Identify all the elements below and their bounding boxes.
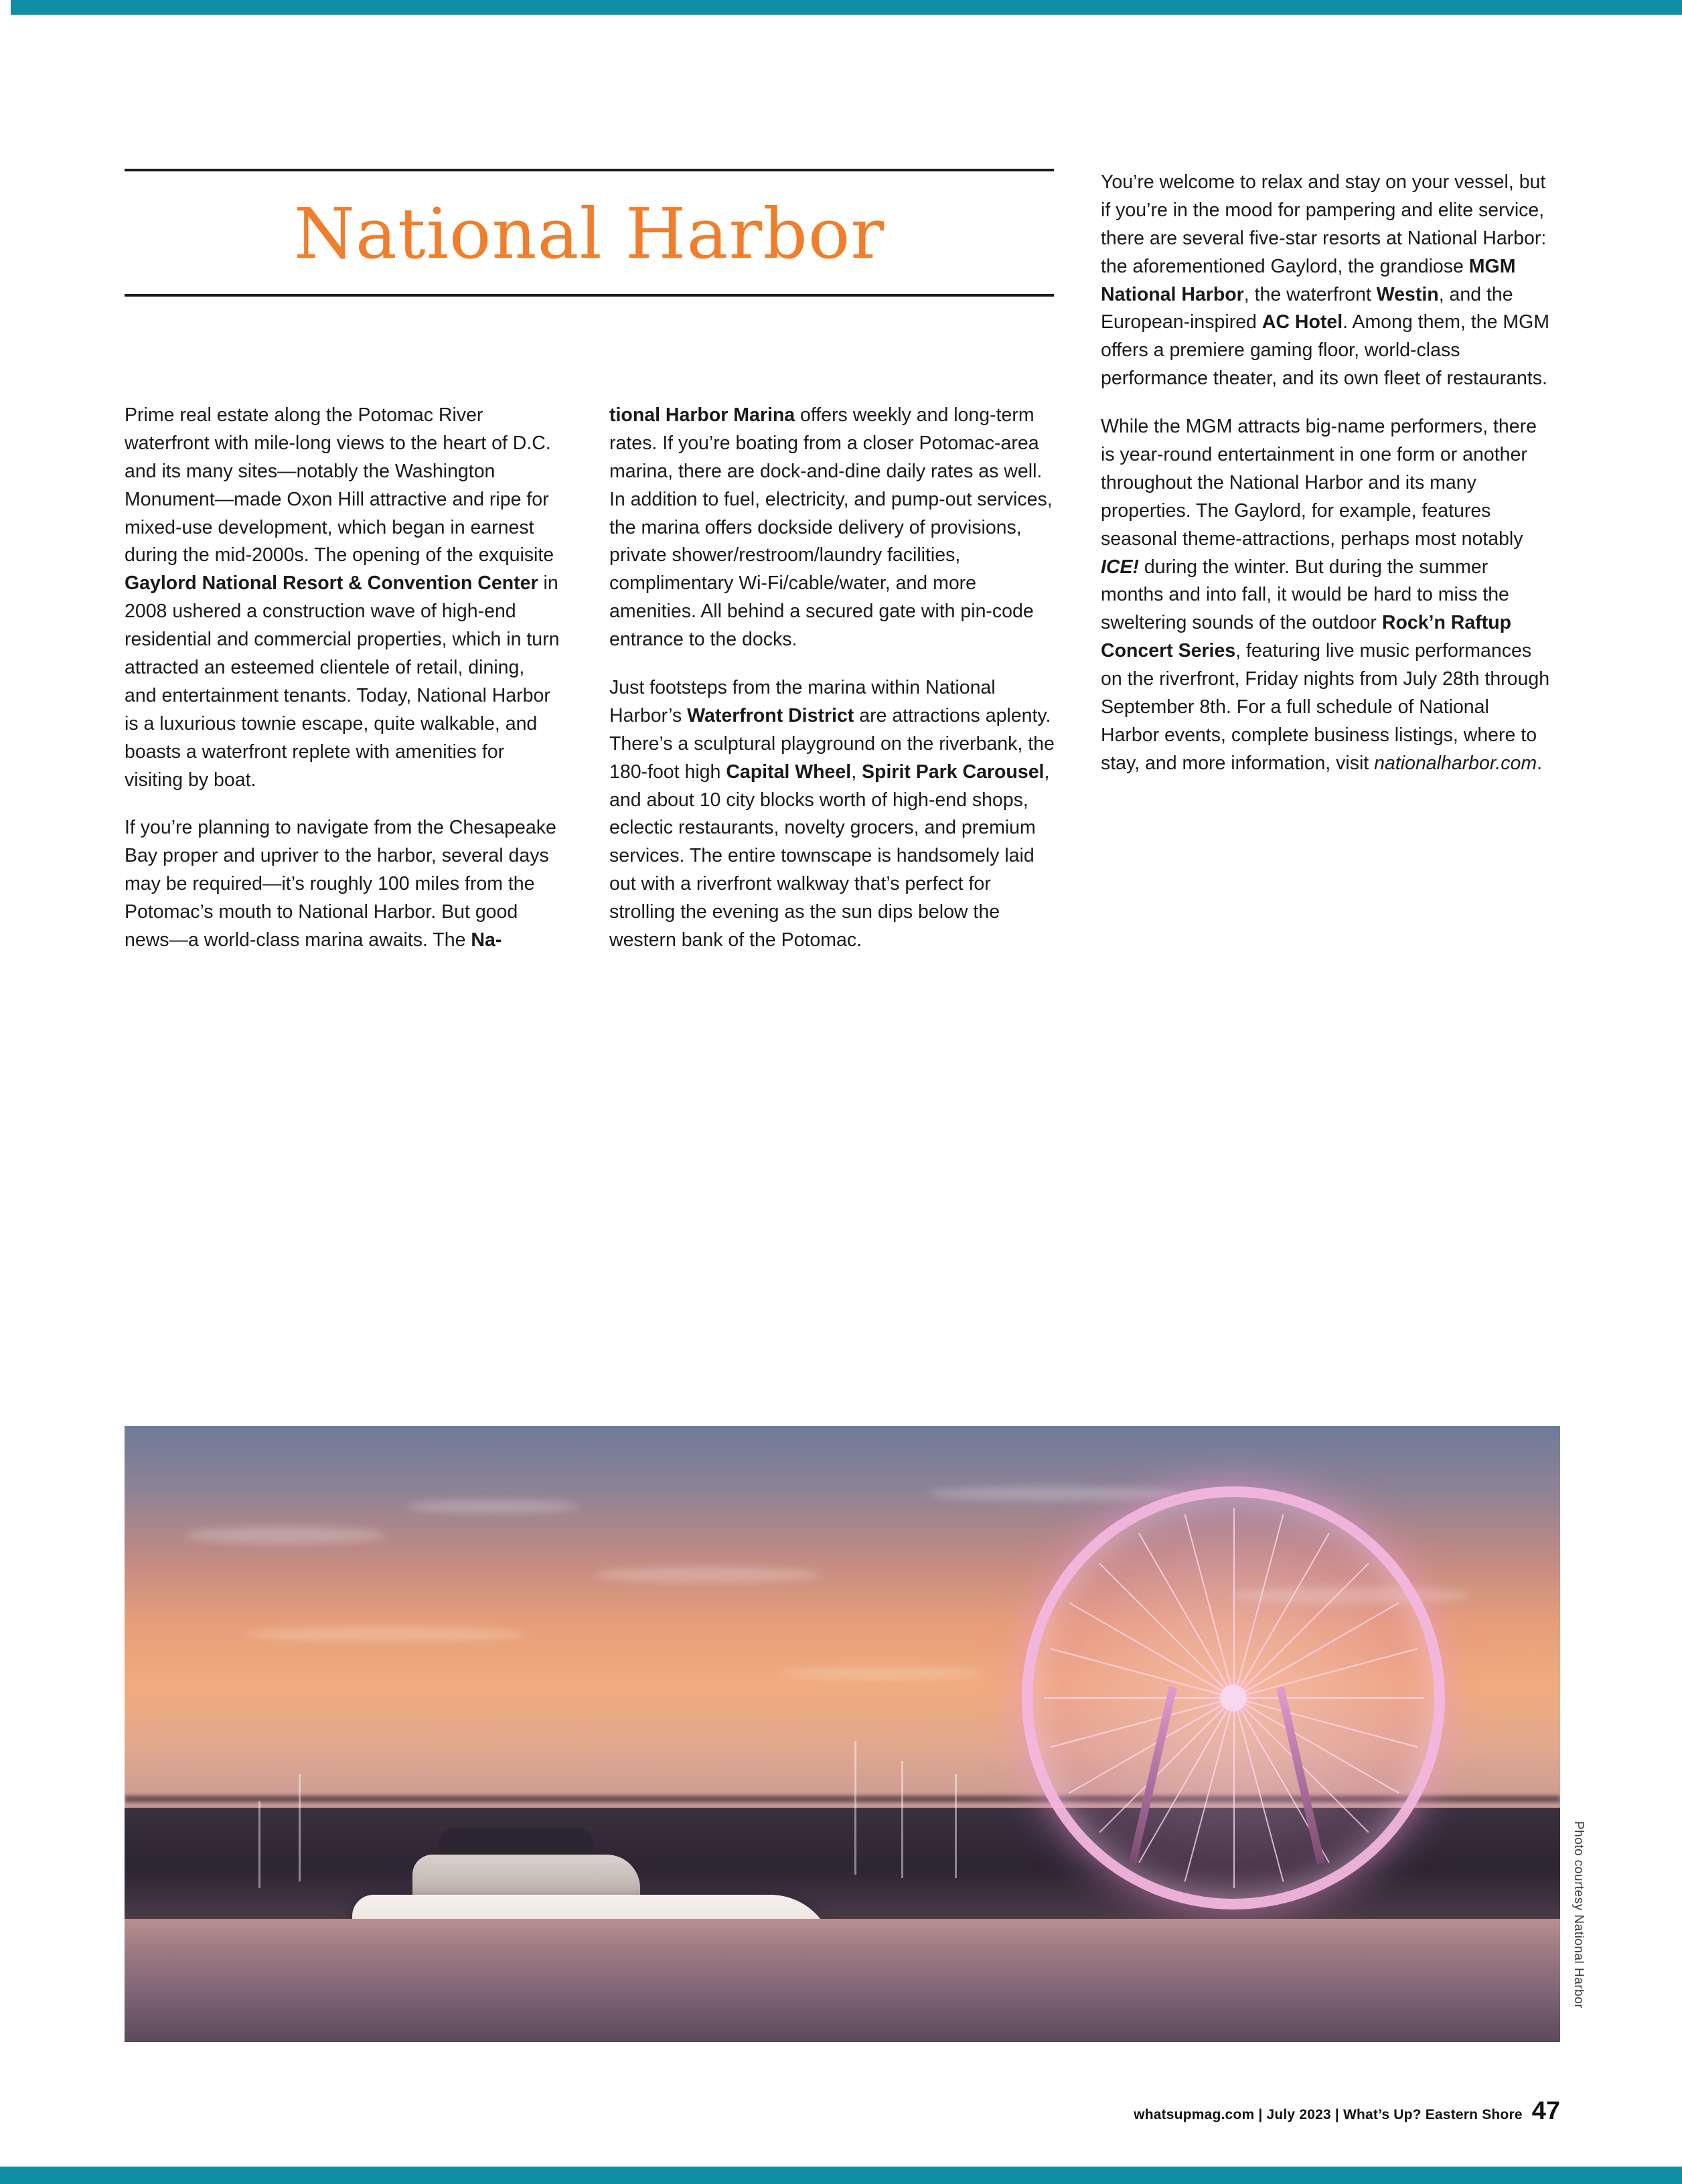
- paragraph: [609, 402, 1059, 654]
- photo-water: [125, 1919, 1560, 2042]
- text-run: If you’re planning to navigate from the Chesapeake Bay proper and upriver to the harbor, several days may be required—it’s roughly 100 miles from the Potomac’s mouth to National Harbor. But good news—a world-class marina awaits. The: [125, 817, 556, 951]
- sailboat-mast: [955, 1774, 957, 1878]
- text-run-bold: Rock’n Raftup Concert Series: [1101, 612, 1512, 662]
- sailboat-mast: [299, 1774, 301, 1881]
- text-run-bold: Westin: [1376, 283, 1439, 305]
- page-title: National Harbor: [293, 193, 885, 275]
- wheel-hub: [1220, 1685, 1247, 1711]
- text-run: You’re welcome to relax and stay on your vessel, but if you’re in the mood for pampering and elite service, there are several five-star resorts at National Harbor: the aforementioned Gaylord, the grandiose: [1101, 171, 1547, 277]
- text-run: , and about 10 city blocks worth of high-end shops, eclectic restaurants, novelty grocers, and premium services. The entire townscape is handsomely laid out with a riverfront walkway that’s perfect for strolling the evening as the sun dips below the western bank of the Potomac.: [609, 761, 1050, 951]
- cloud: [781, 1667, 982, 1679]
- cloud: [245, 1627, 526, 1642]
- text-run: in 2008 ushered a construction wave of high-end residential and commercial properties, which in turn attracted an esteemed clientele of retail, dining, and entertainment tenants. Today, National Harbor is a luxurious townie escape, quite walkable, and boasts a waterfront replete with amenities for visiting by boat.: [125, 572, 560, 791]
- text-run: , the waterfront: [1243, 283, 1377, 305]
- body-column-2: [609, 402, 1059, 955]
- sailboat-mast: [258, 1801, 260, 1888]
- text-run: Prime real estate along the Potomac River waterfront with mile-long views to the heart of D.C. and its many sites—notably the Washington Monument—made Oxon Hill attractive and ripe for mixed-use development, which began in earnest during the mid-2000s. The opening of the exquisite: [125, 404, 554, 566]
- website-link[interactable]: nationalharbor.com: [1374, 752, 1537, 774]
- text-run-bold: AC Hotel: [1262, 311, 1343, 333]
- page-footer: [125, 2097, 1560, 2126]
- text-run: Just footsteps from the marina within National Harbor’s: [609, 677, 996, 726]
- paragraph: [125, 814, 560, 954]
- body-column-3: [1101, 169, 1551, 778]
- sailboat-mast: [901, 1761, 903, 1878]
- text-run-bold: Capital Wheel: [726, 761, 852, 783]
- paragraph: [1101, 169, 1551, 393]
- hero-photo: [125, 1426, 1560, 2042]
- text-run: . Among them, the MGM offers a premiere gaming floor, world-class performance theater, and its own fleet of restaurants.: [1101, 311, 1550, 390]
- page-number: 47: [1531, 2097, 1560, 2125]
- text-run: ,: [851, 761, 862, 783]
- cloud: [593, 1567, 821, 1583]
- footer-text: whatsupmag.com | July 2023 | What’s Up? Eastern Shore: [1134, 2107, 1523, 2122]
- top-accent-bar: [0, 0, 1682, 15]
- paragraph: [125, 402, 560, 794]
- paragraph: [609, 674, 1059, 955]
- text-run-bold-italic: ICE!: [1101, 556, 1139, 578]
- body-column-1: [125, 402, 560, 955]
- text-run: While the MGM attracts big-name performers, there is year-round entertainment in one form or another throughout the National Harbor and its many properties. The Gaylord, for example, features seasonal theme-attractions, perhaps most notably: [1101, 416, 1537, 550]
- text-run-bold: Gaylord National Resort & Convention Center: [125, 572, 538, 595]
- cloud: [185, 1527, 386, 1544]
- text-run-bold: Waterfront District: [687, 704, 854, 726]
- text-run: , featuring live music performances on the riverfront, Friday nights from July 28th through September 8th. For a full schedule of National Harbor events, complete business listings, where to stay, and more information, visit: [1101, 640, 1550, 774]
- text-run: during the winter. But during the summer months and into fall, it would be hard to miss the sweltering sounds of the outdoor: [1101, 556, 1509, 634]
- title-rule-bottom: [125, 294, 1054, 297]
- bottom-accent-bar: [0, 2167, 1682, 2184]
- text-run-bold: Na-: [471, 929, 502, 951]
- text-run-bold: Spirit Park Carousel: [862, 761, 1045, 783]
- text-run: offers weekly and long-term rates. If you’re boating from a closer Potomac-area marina, there are dock-and-dine daily rates as well. In addition to fuel, electricity, and pump-out services, the marina offers dockside delivery of provisions, private shower/restroom/laundry facilities, complimentary Wi-Fi/cable/water, and more amenities. All behind a secured gate with pin-code entrance to the docks.: [609, 404, 1053, 651]
- left-margin-strip: [0, 0, 11, 2184]
- photo-credit: Photo courtesy National Harbor: [1572, 1821, 1586, 2009]
- capital-wheel-graphic: [1022, 1486, 1445, 1909]
- text-run: , and the European-inspired: [1101, 283, 1513, 333]
- text-run-bold: tional Harbor Marina: [609, 404, 795, 426]
- text-run: .: [1537, 752, 1542, 774]
- cloud: [928, 1486, 1182, 1501]
- title-block: [125, 169, 1054, 297]
- paragraph: [1101, 413, 1551, 778]
- text-run: are attractions aplenty. There’s a sculptural playground on the riverbank, the 180-foot high: [609, 704, 1055, 783]
- text-run-bold: MGM National Harbor: [1101, 255, 1516, 305]
- sailboat-mast: [854, 1741, 856, 1875]
- cloud: [406, 1500, 580, 1513]
